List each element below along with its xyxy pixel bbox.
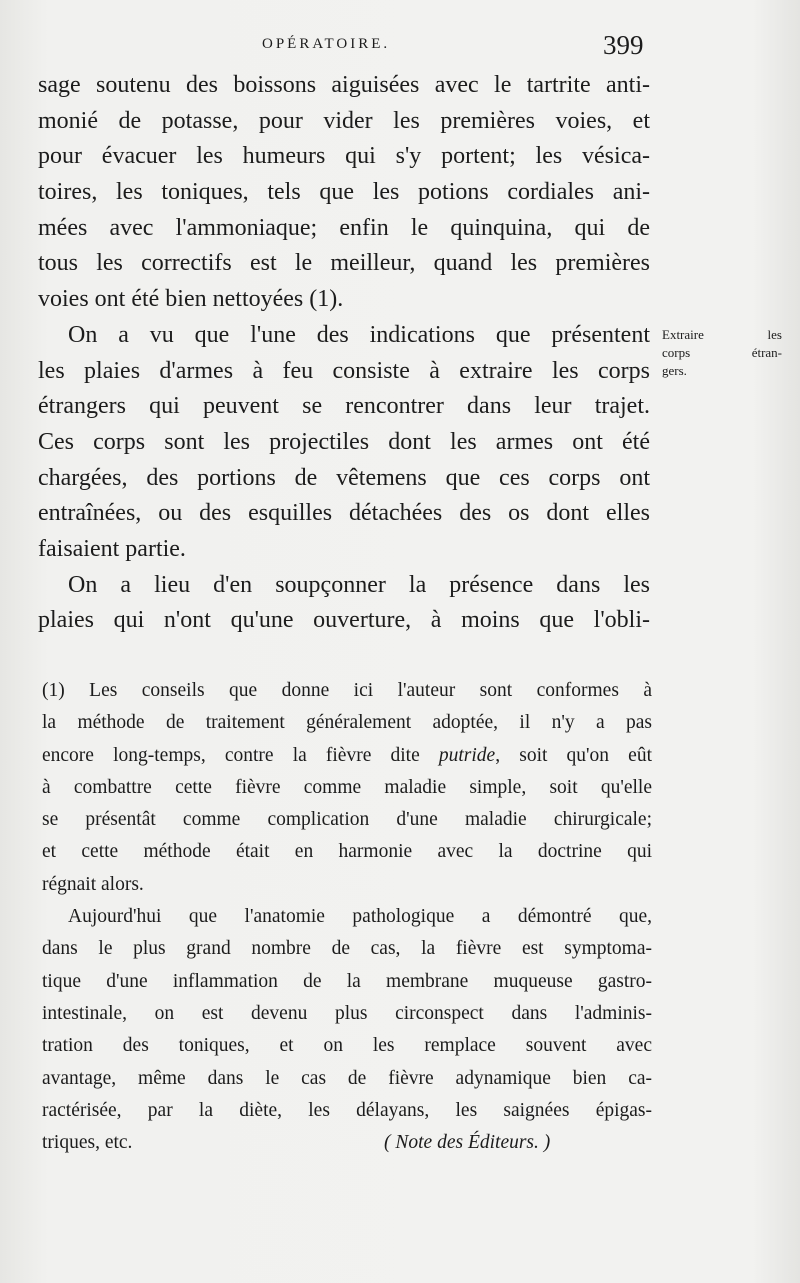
margin-note [662,326,782,380]
footnote-line: à combattre cette fièvre comme maladie simple, soit qu'elle [42,776,652,798]
italic-word: putride [438,744,496,766]
text-line: faisaient partie. [38,535,186,562]
text-line: toires, les toniques, tels que les potions cordiales ani- [38,179,650,206]
running-head: OPÉRATOIRE. [262,36,391,52]
footnote-line: Aujourd'hui que l'anatomie pathologique a démontré que, [68,906,652,928]
footnote-line: régnait alors. [42,873,144,895]
margin-note-line: corps étran- [662,345,782,360]
footnote-line: ractérisée, par la diète, les délayans, les saignées épigas- [42,1099,652,1121]
footnote-line: tration des toniques, et on les remplace souvent avec [42,1035,652,1057]
footnote-line: triques, etc. [42,1132,133,1154]
footnote-line: la méthode de traitement généralement adoptée, il n'y a pas [42,712,652,734]
footnote-line: se présentât comme complication d'une maladie chirurgicale; [42,809,652,831]
page-number: 399 [603,30,644,60]
footnote-line: intestinale, on est devenu plus circonspect dans l'adminis- [42,1002,652,1024]
footnote-line: tique d'une inflammation de la membrane muqueuse gastro- [42,970,652,992]
text-line: voies ont été bien nettoyées (1). [38,286,344,313]
main-text [38,68,650,639]
margin-note-line: Extraire les [662,327,782,342]
footnote-line: dans le plus grand nombre de cas, la fièvre est symptoma- [42,938,652,960]
text-line: les plaies d'armes à feu consiste à extraire les corps [38,357,650,384]
text-line: tous les correctifs est le meilleur, quand les premières [38,250,650,277]
text-line: pour évacuer les humeurs qui s'y portent; les vésica- [38,143,650,170]
footnote-line: encore long-temps, contre la fièvre dite putride, soit qu'on eût [42,744,652,766]
text-line: entraînées, ou des esquilles détachées des os dont elles [38,500,650,527]
text-line: On a vu que l'une des indications que présentent [68,321,650,348]
editors-note-signature: ( Note des Éditeurs. ) [384,1132,551,1154]
text-line: chargées, des portions de vêtemens que ces corps ont [38,464,650,491]
text-line: sage soutenu des boissons aiguisées avec le tartrite anti- [38,72,650,98]
footnote-last-line [42,1127,652,1159]
text-line: monié de potasse, pour vider les premières voies, et [38,107,650,134]
text-line: plaies qui n'ont qu'une ouverture, à moins que l'obli- [38,607,650,634]
footnote [42,675,652,1159]
text-line: étrangers qui peuvent se rencontrer dans leur trajet. [38,393,650,420]
text-line: mées avec l'ammoniaque; enfin le quinquina, qui de [38,214,650,241]
footnote-line: et cette méthode était en harmonie avec la doctrine qui [42,841,652,863]
footnote-line: (1) Les conseils que donne ici l'auteur sont conformes à [42,680,652,701]
text-line: Ces corps sont les projectiles dont les armes ont été [38,428,650,455]
footnote-line: avantage, même dans le cas de fièvre adynamique bien ca- [42,1067,652,1089]
text-line: On a lieu d'en soupçonner la présence dans les [68,571,650,598]
margin-note-line: gers. [662,363,687,378]
